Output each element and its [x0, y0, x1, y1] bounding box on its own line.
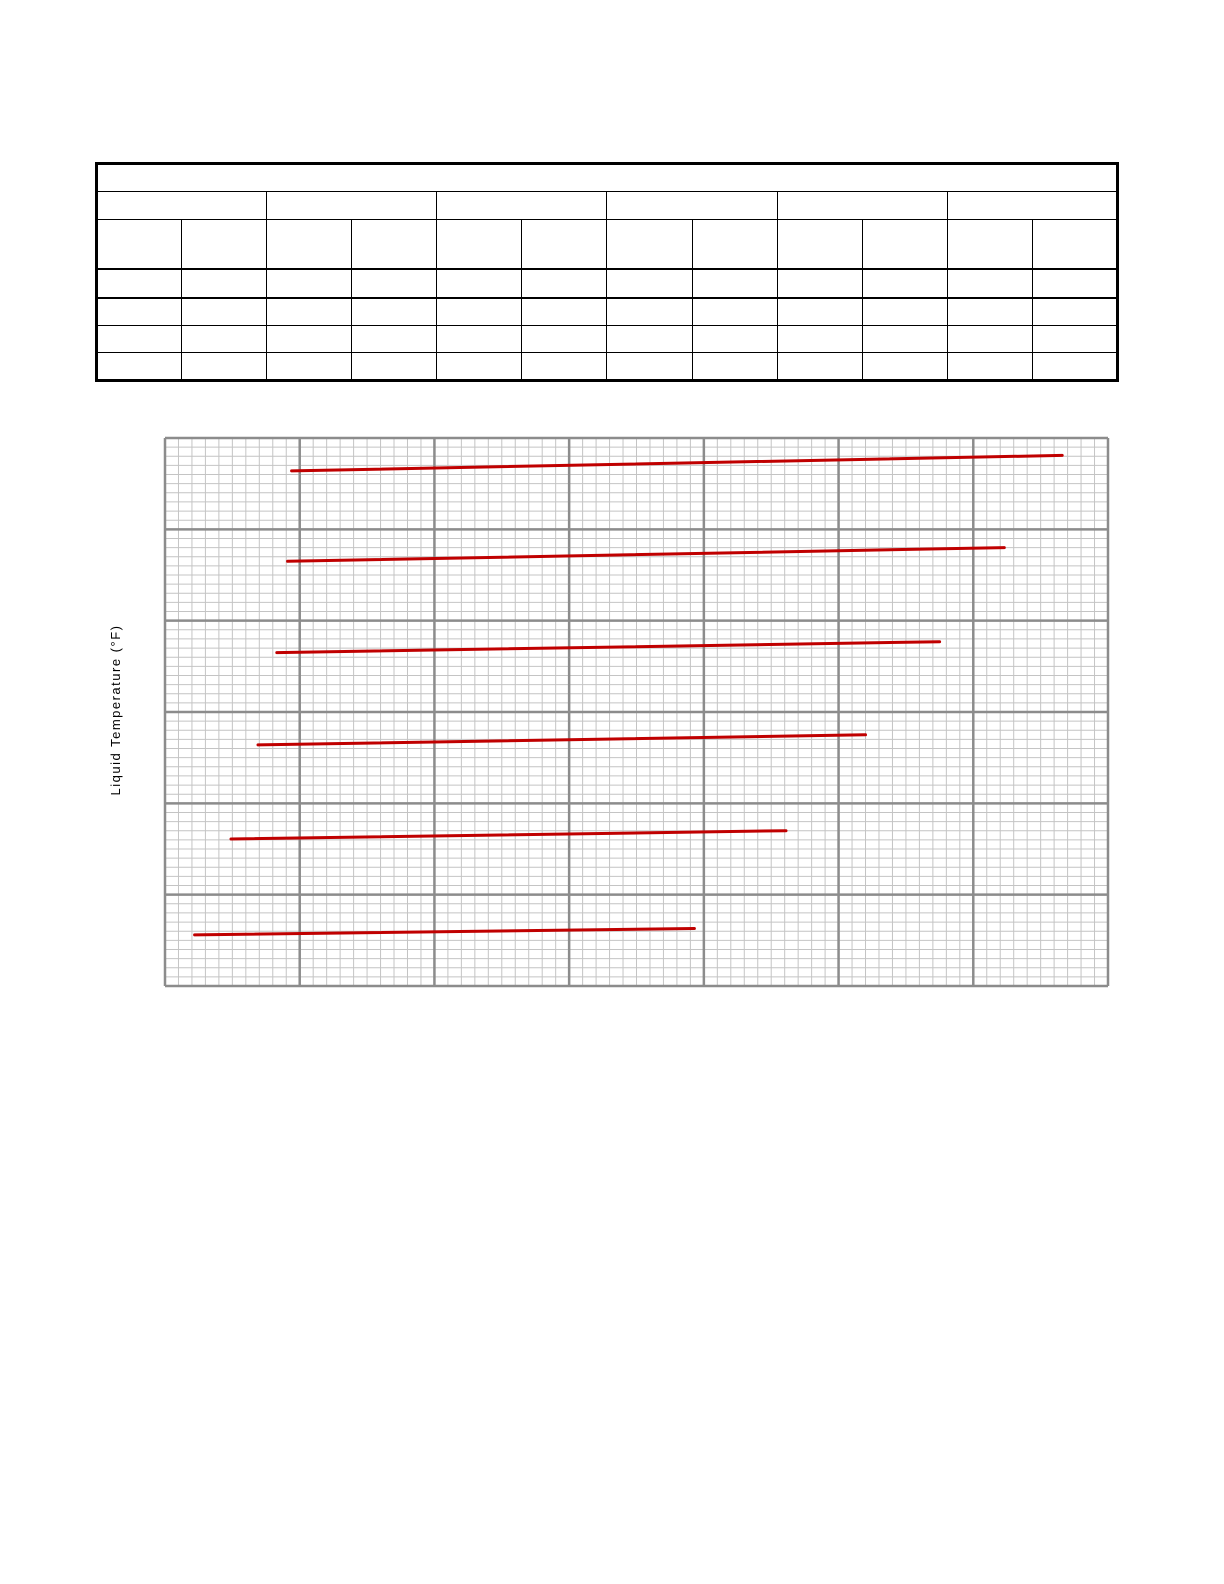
series-line-2: [288, 548, 1005, 562]
data-lines: [195, 455, 1063, 935]
y-axis-label: Liquid Temperature (°F): [108, 624, 123, 796]
series-line-3: [277, 642, 940, 653]
